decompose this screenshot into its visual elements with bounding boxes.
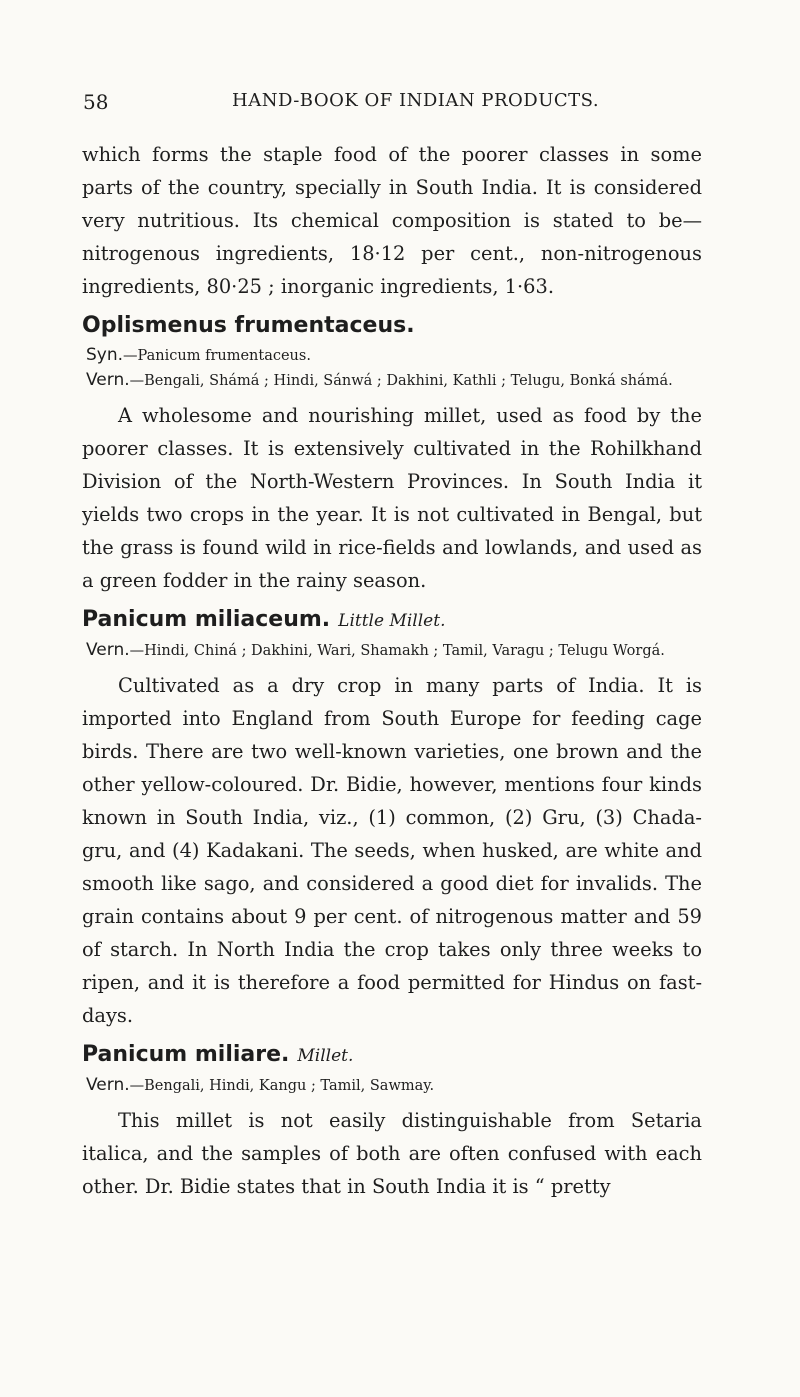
running-title: HAND-BOOK OF INDIAN PRODUCTS. (232, 90, 600, 111)
vernacular-line (82, 638, 702, 663)
entry-title (82, 1038, 702, 1073)
entry-common-name: Millet. (297, 1046, 354, 1066)
vern-text: —Bengali, Shámá ; Hindi, Sánwá ; Dakhini, Kathli ; Telugu, Bonká shámá. (129, 373, 673, 389)
entry-title (82, 603, 702, 638)
entry-description: A wholesome and nourishing millet, used as food by the poorer classes. It is extensively cultivated in the Rohilkhand Division of the North-Western Provinces. In South India it yields two crops in the year. It is not cultivated in Bengal, but the grass is found wild in rice-fields and lowlands, and used as a green fodder in the rainy season. (82, 404, 702, 592)
vernacular-line (82, 1073, 702, 1098)
syn-label: Syn. (86, 345, 124, 365)
entry-description: Cultivated as a dry crop in many parts of India. It is imported into England from South Europe for feeding cage birds. There are two well-known varieties, one brown and the other yellow-coloured. Dr. Bidie, however, mentions four kinds known in South India, viz., (1) common, (2) Gru, (3) Chada-gru, and (4) Kadakani. The seeds, when husked, are white and smooth like sago, and considered a good diet for invalids. The grain contains about 9 per cent. of nitrogenous matter and 59 of starch. In North India the crop takes only three weeks to ripen, and it is therefore a food permitted for Hindus on fast-days. (82, 674, 702, 1027)
vern-label: Vern. (86, 1075, 130, 1095)
entry-scientific-name: Oplismenus frumentaceus. (82, 313, 415, 338)
entry-scientific-name: Panicum miliare. (82, 1042, 290, 1067)
syn-text: —Panicum frumentaceus. (123, 348, 311, 364)
entry-common-name: Little Millet. (338, 611, 446, 631)
vernacular-line (82, 368, 702, 393)
vern-label: Vern. (86, 370, 130, 390)
entry-scientific-name: Panicum miliaceum. (82, 607, 331, 632)
entry-description: This millet is not easily distinguishable from Setaria italica, and the samples of both are often confused with each other. Dr. Bidie states that in South India it is “ pretty (82, 1109, 702, 1198)
synonym-line (82, 343, 702, 368)
intro-paragraph: which forms the staple food of the poorer classes in some parts of the country, specially in South India. It is considered very nutritious. Its chemical composition is stated to be—nitrogenous ingredients, 18·12 per cent., non-nitrogenous ingredients, 80·25 ; inorganic ingredients, 1·63. (82, 143, 702, 298)
entry-title (82, 309, 702, 343)
page-number: 58 (83, 90, 109, 114)
vern-text: —Bengali, Hindi, Kangu ; Tamil, Sawmay. (129, 1078, 435, 1094)
vern-text: —Hindi, Chiná ; Dakhini, Wari, Shamakh ; Tamil, Varagu ; Telugu Worgá. (129, 643, 665, 659)
page-header (0, 90, 800, 120)
page-body (82, 138, 702, 1203)
vern-label: Vern. (86, 640, 130, 660)
